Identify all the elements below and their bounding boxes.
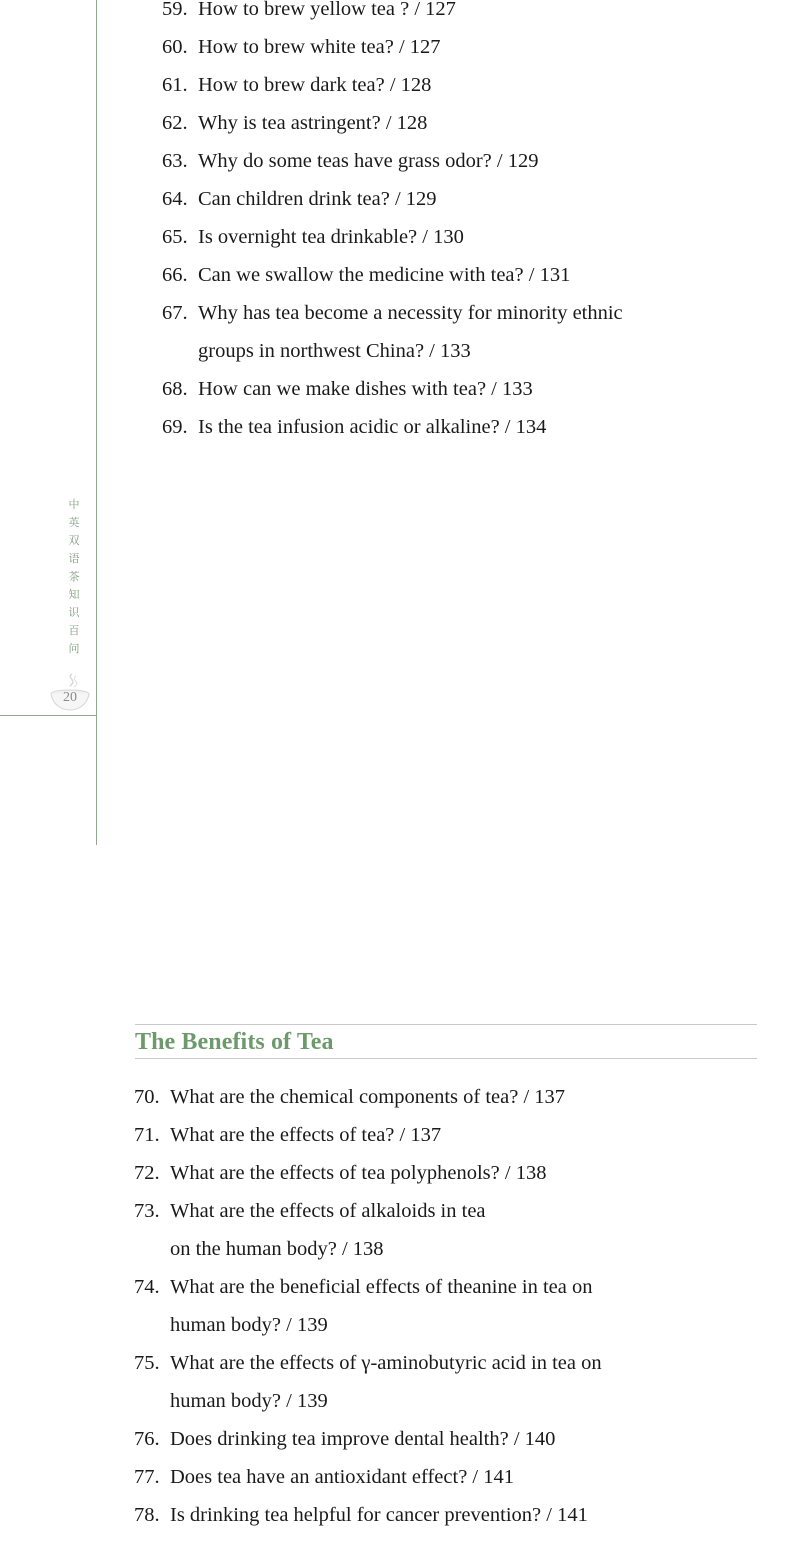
entry-text: [198, 0, 782, 28]
entry-number: 72.: [134, 1162, 160, 1184]
entry-text: [170, 1458, 774, 1496]
toc-list: [162, 0, 782, 446]
toc-entry[interactable]: [134, 1154, 774, 1192]
toc-entry[interactable]: [162, 256, 782, 294]
entry-line: How to brew dark tea? / 128: [198, 74, 432, 96]
entry-number: 63.: [162, 150, 188, 172]
entry-text: [170, 1192, 774, 1268]
toc-entry[interactable]: [134, 1496, 774, 1534]
entry-number: 64.: [162, 188, 188, 210]
entry-number: 60.: [162, 36, 188, 58]
toc-entry[interactable]: [162, 104, 782, 142]
toc-entry[interactable]: [162, 408, 782, 446]
toc-entry[interactable]: [162, 66, 782, 104]
running-title-char: 语: [68, 552, 80, 565]
toc-entry[interactable]: [134, 1268, 774, 1344]
entry-line: Is the tea infusion acidic or alkaline? / 134: [198, 416, 547, 438]
running-title-char: 英: [68, 516, 80, 529]
entry-text: [170, 1496, 774, 1534]
entry-line: groups in northwest China? / 133: [198, 340, 471, 362]
entry-line: What are the effects of alkaloids in tea: [170, 1200, 486, 1222]
entry-text: [170, 1116, 774, 1154]
entry-text: [198, 28, 782, 66]
toc-entry[interactable]: [134, 1116, 774, 1154]
entry-line: Why do some teas have grass odor? / 129: [198, 150, 539, 172]
entry-number: 62.: [162, 112, 188, 134]
toc-list: [134, 1078, 774, 1534]
entry-number: 70.: [134, 1086, 160, 1108]
entry-line: Is overnight tea drinkable? / 130: [198, 226, 464, 248]
entry-number: 59.: [162, 0, 188, 20]
entry-line: Why has tea become a necessity for minority ethnic: [198, 302, 623, 324]
section-rule-top: [135, 1024, 757, 1025]
folio-rule: [0, 715, 97, 716]
toc-entry[interactable]: [134, 1344, 774, 1420]
entry-text: [170, 1420, 774, 1458]
entry-text: [170, 1344, 774, 1420]
entry-line: Why is tea astringent? / 128: [198, 112, 428, 134]
entry-number: 61.: [162, 74, 188, 96]
running-title: [66, 496, 82, 658]
entry-number: 77.: [134, 1466, 160, 1488]
toc-entry[interactable]: [162, 370, 782, 408]
entry-line: human body? / 139: [170, 1390, 328, 1412]
toc-entry[interactable]: [134, 1078, 774, 1116]
running-title-char: 茶: [68, 570, 80, 583]
entry-number: 68.: [162, 378, 188, 400]
entry-line: What are the effects of γ-aminobutyric acid in tea on: [170, 1352, 602, 1374]
running-title-char: 问: [68, 642, 80, 655]
toc-entry[interactable]: [162, 294, 782, 370]
entry-line: Does tea have an antioxidant effect? / 141: [170, 1466, 514, 1488]
entry-line: How to brew yellow tea ? / 127: [198, 0, 456, 20]
entry-text: [198, 218, 782, 256]
entry-text: [198, 370, 782, 408]
section-title: The Benefits of Tea: [135, 1029, 334, 1055]
toc-entry[interactable]: [134, 1192, 774, 1268]
entry-text: [198, 408, 782, 446]
entry-line: How to brew white tea? / 127: [198, 36, 441, 58]
entry-number: 65.: [162, 226, 188, 248]
entry-line: Does drinking tea improve dental health? / 140: [170, 1428, 556, 1450]
entry-line: What are the beneficial effects of theanine in tea on: [170, 1276, 593, 1298]
running-title-char: 识: [68, 606, 80, 619]
entry-text: [198, 142, 782, 180]
toc-entry[interactable]: [162, 0, 782, 28]
entry-number: 78.: [134, 1504, 160, 1526]
entry-text: [198, 104, 782, 142]
entry-text: [198, 66, 782, 104]
entry-number: 73.: [134, 1200, 160, 1222]
entry-text: [198, 256, 782, 294]
entry-line: human body? / 139: [170, 1314, 328, 1336]
entry-number: 67.: [162, 302, 188, 324]
toc-entry[interactable]: [134, 1420, 774, 1458]
entry-line: How can we make dishes with tea? / 133: [198, 378, 533, 400]
entry-line: What are the effects of tea? / 137: [170, 1124, 442, 1146]
entry-number: 69.: [162, 416, 188, 438]
entry-text: [170, 1078, 774, 1116]
entry-line: Can we swallow the medicine with tea? / 131: [198, 264, 571, 286]
running-title-char: 知: [68, 588, 80, 601]
page-number: 20: [63, 690, 77, 705]
entry-number: 76.: [134, 1428, 160, 1450]
entry-line: Is drinking tea helpful for cancer prevention? / 141: [170, 1504, 588, 1526]
running-title-char: 双: [68, 534, 80, 547]
entry-text: [198, 294, 782, 370]
entry-text: [198, 180, 782, 218]
entry-text: [170, 1154, 774, 1192]
toc-entry[interactable]: [162, 180, 782, 218]
entry-number: 74.: [134, 1276, 160, 1298]
toc-entry[interactable]: [134, 1458, 774, 1496]
entry-number: 71.: [134, 1124, 160, 1146]
margin-rule: [96, 0, 97, 845]
toc-entry[interactable]: [162, 218, 782, 256]
entry-line: What are the effects of tea polyphenols? / 138: [170, 1162, 547, 1184]
section-rule-bottom: [135, 1058, 757, 1059]
entry-line: on the human body? / 138: [170, 1238, 384, 1260]
entry-line: What are the chemical components of tea? / 137: [170, 1086, 566, 1108]
toc-entry[interactable]: [162, 28, 782, 66]
entry-number: 75.: [134, 1352, 160, 1374]
entry-line: Can children drink tea? / 129: [198, 188, 437, 210]
entry-number: 66.: [162, 264, 188, 286]
entry-text: [170, 1268, 774, 1344]
running-title-char: 百: [68, 624, 80, 637]
toc-entry[interactable]: [162, 142, 782, 180]
running-title-char: 中: [68, 498, 80, 511]
page-bottom: [0, 850, 800, 1546]
